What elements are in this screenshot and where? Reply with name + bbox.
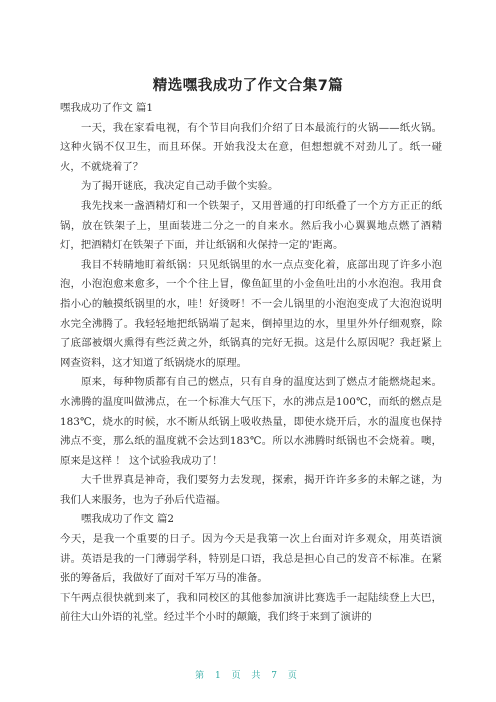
page-footer: 第 1 页 共 7 页 bbox=[195, 671, 301, 681]
document-body bbox=[60, 99, 442, 628]
paragraph-4: 我先找来一盏酒精灯和一个铁架子，又用普通的打印纸叠了一个方方正正的纸锅，放在铁架子上，里面装进二分之一的自来水。然后我小心翼翼地点燃了酒精灯，把酒精灯在铁架子下面，并让纸锅和火保持一定的'距离。 bbox=[60, 199, 442, 252]
paragraph-7: 大千世界真是神奇，我们要努力去发现，探索，揭开许许多多的未解之谜，为我们人来服务，也为子孙后代造福。 bbox=[60, 474, 442, 506]
paragraph-10: 下午两点很快就到来了，我和同校区的其他参加演讲比赛选手一起陆续登上大巴，前往大山外语的礼堂。经过半个小时的颠簸，我们终于来到了演讲的 bbox=[60, 591, 442, 624]
document-title: 精选嘿我成功了作文合集7篇 bbox=[152, 78, 344, 94]
paragraph-1: 嘿我成功了作文 篇1 bbox=[60, 102, 154, 114]
paragraph-5: 我目不转睛地盯着纸锅：只见纸锅里的水一点点变化着，底部出现了许多小泡泡，小泡泡愈来愈多，一个个往上冒，像鱼缸里的小金鱼吐出的小水泡泡。我用食指小心的触摸纸锅里的水，哇！好烫呀！不一会儿锅里的小泡泡变成了大泡泡说明水完全沸腾了。我轻轻地把纸锅端了起来，倒掉里边的水，里里外外仔细观察，除了底部被烟火熏得有些泛黄之外，纸锅真的完好无损。这是什么原因呢？我赶紧上网查资料，这才知道了纸锅烧水的原理。 bbox=[60, 258, 442, 369]
paragraph-2: 一天，我在家看电视，有个节目向我们介绍了日本最流行的火锅——纸火锅。这种火锅不仅卫生，而且环保。开始我没太在意，但想想就不对劲儿了。纸一碰火，不就烧着了？ bbox=[60, 121, 442, 173]
paragraph-9: 今天，是我一个重要的日子。因为今天是我第一次上台面对许多观众，用英语演讲。英语是我的一门薄弱学科，特别是口语，我总是担心自己的发音不标准。在紧张的筹备后，我做好了面对千军万马的准备。 bbox=[60, 533, 442, 585]
paragraph-6: 原来，每种物质都有自己的燃点，只有自身的温度达到了燃点才能燃烧起来。水沸腾的温度叫做沸点，在一个标准大气压下，水的沸点是100℃，而纸的燃点是183℃，烧水的时候，水不断从纸锅上吸收热量，即使水烧开后，水的温度也保持沸点不变，那么纸的温度就不会达到183℃。所以水沸腾时纸锅也不会烧着。噢，原来是这样 ！ 这个试验我成功了！ bbox=[60, 376, 442, 467]
paragraph-3: 为了揭开谜底，我决定自己动手做个实验。 bbox=[81, 180, 279, 193]
paragraph-8: 嘿我成功了作文 篇2 bbox=[81, 513, 175, 526]
